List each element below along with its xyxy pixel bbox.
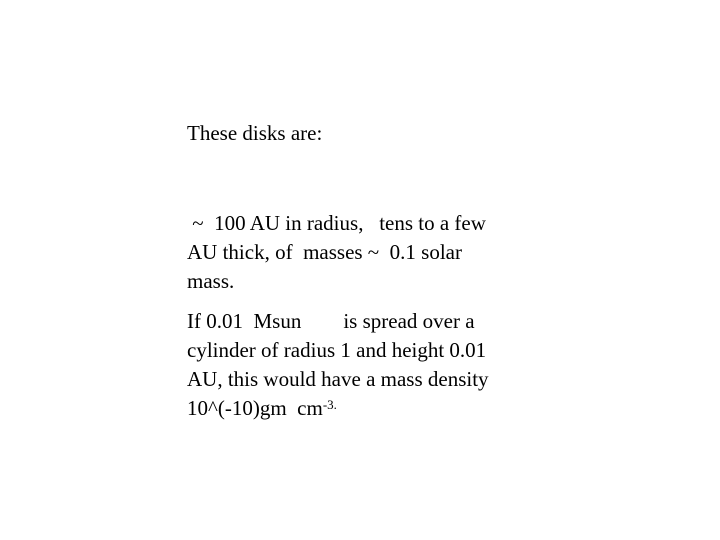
- paragraph-line: AU, this would have a mass density: [187, 367, 489, 391]
- slide-heading: These disks are:: [187, 121, 323, 145]
- mass-density-paragraph: [187, 307, 607, 423]
- paragraph-line: AU thick, of masses ~ 0.1 solar: [187, 240, 462, 264]
- paragraph-line: cylinder of radius 1 and height 0.01: [187, 338, 487, 362]
- slide-text-block: [187, 119, 607, 423]
- density-exponent: -3.: [322, 397, 337, 412]
- disk-properties-paragraph: [187, 209, 607, 296]
- paragraph-line: ~ 100 AU in radius, tens to a few: [187, 211, 486, 235]
- paragraph-line-density: [187, 394, 607, 423]
- density-value: 10^(-10)gm cm: [187, 396, 323, 420]
- paragraph-line: If 0.01 Msun is spread over a: [187, 309, 475, 333]
- paragraph-line: mass.: [187, 269, 235, 293]
